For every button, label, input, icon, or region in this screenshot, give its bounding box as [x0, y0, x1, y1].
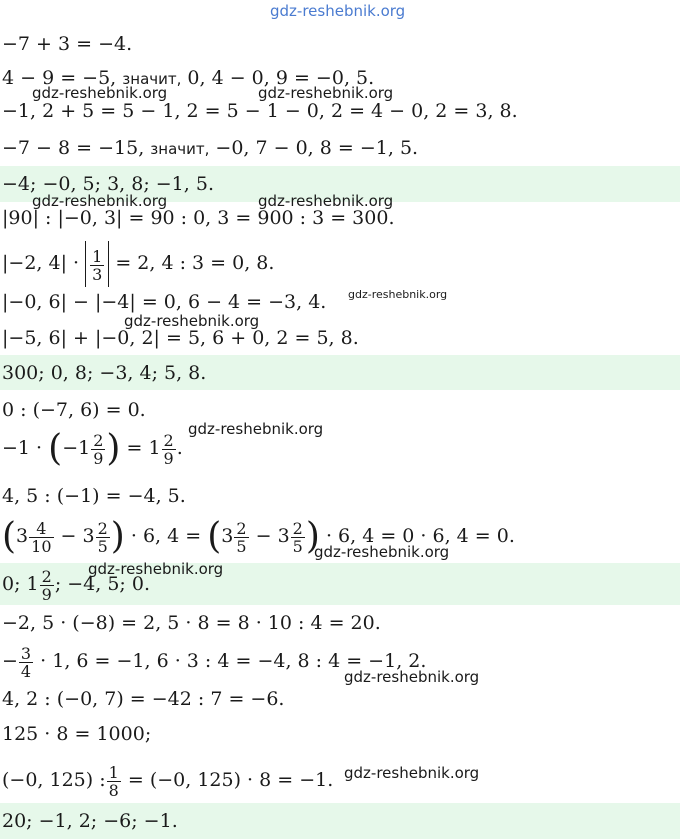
equation-line: 0 : (−7, 6) = 0. — [2, 399, 146, 421]
expr: ; −4, 5; 0. — [54, 573, 150, 595]
expr: = (−0, 125) · 8 = −1. — [127, 769, 334, 791]
expr: |−2, 4| · — [2, 252, 80, 274]
answer-line: −4; −0, 5; 3, 8; −1, 5. — [2, 173, 214, 195]
expr: = 1 — [126, 437, 161, 459]
denominator: 5 — [97, 536, 108, 556]
equation-line — [2, 757, 333, 803]
expr: = 2, 4 : 3 = 0, 8. — [115, 252, 275, 274]
numerator: 2 — [292, 518, 303, 538]
equation-line: |−0, 6| − |−4| = 0, 6 − 4 = −3, 4. — [2, 291, 327, 313]
paren-open: ( — [48, 428, 63, 469]
fraction — [162, 432, 176, 467]
denominator: 4 — [20, 661, 32, 681]
denominator: 5 — [292, 536, 303, 556]
expr: · 6, 4 = 0 · 6, 4 = 0. — [325, 525, 515, 547]
numerator: 1 — [92, 246, 103, 266]
numerator: 2 — [93, 430, 104, 450]
expr: · 1, 6 = −1, 6 · 3 : 4 = −4, 8 : 4 = −1, 2. — [40, 650, 427, 672]
expr: · 6, 4 = — [130, 525, 202, 547]
equation-line — [2, 638, 426, 684]
numerator: 4 — [29, 520, 53, 538]
fraction — [29, 520, 53, 555]
expr: − 3 — [60, 525, 95, 547]
expr: . — [176, 437, 183, 459]
fraction — [40, 568, 54, 603]
equation-line: 4, 5 : (−1) = −4, 5. — [2, 485, 186, 507]
numerator: 2 — [236, 518, 247, 538]
denominator: 9 — [93, 448, 104, 468]
numerator: 2 — [163, 430, 174, 450]
fraction — [90, 248, 104, 283]
watermark: gdz-reshebnik.org — [32, 192, 168, 210]
word-therefore: значит, — [122, 70, 182, 88]
watermark: gdz-reshebnik.org — [314, 543, 450, 561]
watermark: gdz-reshebnik.org — [88, 560, 224, 578]
equation-line — [2, 513, 515, 559]
equation-line: 4, 2 : (−0, 7) = −42 : 7 = −6. — [2, 688, 285, 710]
equation-line: −2, 5 · (−8) = 2, 5 · 8 = 8 · 10 : 4 = 20. — [2, 612, 381, 634]
paren-close: ) — [106, 428, 121, 469]
watermark: gdz-reshebnik.org — [344, 668, 480, 686]
watermark: gdz-reshebnik.org — [188, 420, 324, 438]
expr: 3 — [221, 525, 234, 547]
expr: 0; 1 — [2, 573, 39, 595]
watermark: gdz-reshebnik.org — [270, 2, 406, 20]
paren-open: ( — [207, 516, 222, 557]
equation-line: 125 · 8 = 1000; — [2, 723, 152, 745]
watermark: gdz-reshebnik.org — [124, 312, 260, 330]
equation-line: |90| : |−0, 3| = 90 : 0, 3 = 900 : 3 = 300. — [2, 207, 395, 229]
paren-open: ( — [2, 516, 17, 557]
fraction — [91, 432, 105, 467]
fraction — [19, 645, 33, 680]
answer-line: 20; −1, 2; −6; −1. — [2, 810, 178, 832]
numerator: 1 — [108, 762, 119, 782]
word-therefore: значит, — [150, 140, 210, 158]
expr: − — [2, 650, 18, 672]
expr: −1 · — [2, 437, 43, 459]
paren-close: ) — [110, 516, 125, 557]
denominator: 9 — [163, 448, 174, 468]
equation-line — [2, 425, 183, 471]
denominator: 9 — [41, 584, 52, 604]
abs-fraction — [85, 241, 109, 287]
denominator: 5 — [236, 536, 247, 556]
equation-line: |−5, 6| + |−0, 2| = 5, 6 + 0, 2 = 5, 8. — [2, 327, 359, 349]
numerator: 2 — [41, 566, 52, 586]
expr: 0, 4 − 0, 9 = −0, 5. — [187, 67, 375, 89]
denominator: 8 — [108, 780, 119, 800]
denominator: 3 — [92, 264, 103, 284]
expr: −7 − 8 = −15, — [2, 137, 145, 159]
fraction — [96, 520, 110, 555]
expr: 3 — [16, 525, 29, 547]
numerator: 2 — [97, 518, 108, 538]
watermark: gdz-reshebnik.org — [258, 84, 394, 102]
paren-close: ) — [305, 516, 320, 557]
expr: −1 — [62, 437, 91, 459]
equation-line — [2, 136, 418, 161]
fraction — [107, 764, 121, 799]
watermark: gdz-reshebnik.org — [32, 84, 168, 102]
watermark: gdz-reshebnik.org — [258, 192, 394, 210]
expr: 4 − 9 = −5, — [2, 67, 117, 89]
watermark: gdz-reshebnik.org — [344, 764, 480, 782]
fraction — [234, 520, 248, 555]
denominator: 10 — [31, 536, 52, 556]
equation-line: −7 + 3 = −4. — [2, 33, 133, 55]
fraction — [291, 520, 305, 555]
watermark: gdz-reshebnik.org — [348, 288, 448, 301]
numerator: 3 — [20, 643, 32, 663]
expr: (−0, 125) : — [2, 769, 106, 791]
answer-line — [2, 563, 150, 605]
expr: −0, 7 − 0, 8 = −1, 5. — [215, 137, 419, 159]
answer-line: 300; 0, 8; −3, 4; 5, 8. — [2, 362, 207, 384]
expr: − 3 — [255, 525, 290, 547]
equation-line: −1, 2 + 5 = 5 − 1, 2 = 5 − 1 − 0, 2 = 4 − 0, 2 = 3, 8. — [2, 100, 518, 122]
equation-line — [2, 240, 274, 287]
equation-line — [2, 66, 374, 91]
